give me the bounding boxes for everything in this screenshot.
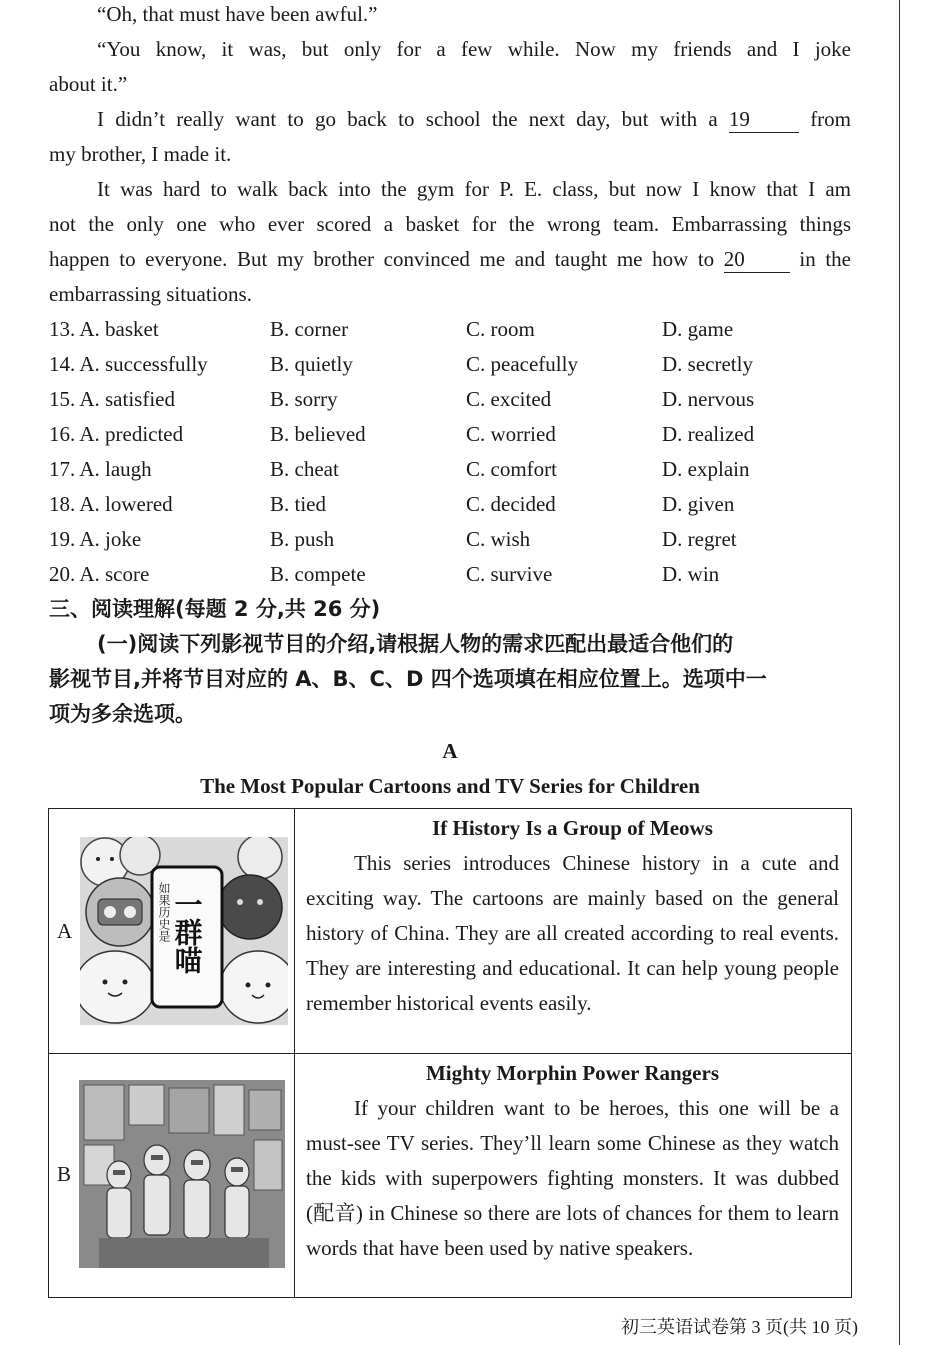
question-row [49,347,851,382]
passage-line [49,242,851,277]
program-title: If History Is a Group of Meows [432,816,713,840]
option-c[interactable]: C. wish [466,527,531,551]
question-row [49,417,851,452]
question-row [49,312,851,347]
option-c[interactable]: C. room [466,317,535,341]
passage-line: “You know, it was, but only for a few while. Now my friends and I joke [97,37,851,61]
page-footer: 初三英语试卷第 3 页(共 10 页) [621,1317,858,1337]
part-title: The Most Popular Cartoons and TV Series for Children [200,774,700,798]
option-b[interactable]: B. tied [270,492,326,516]
option-d[interactable]: D. realized [662,422,755,446]
program-description: This series introduces Chinese history in a cute and exciting way. The cartoons are mainly based on the general history of China. They are all created according to real events. They are interesting and educational. It can help young people remember historical events easily. [306,851,839,1015]
section-instructions: 影视节目,并将节目对应的 A、B、C、D 四个选项填在相应位置上。选项中一 [49,667,767,691]
option-d[interactable]: D. nervous [662,387,755,411]
option-b[interactable]: B. believed [270,422,366,446]
cartoon-cats-poster [80,837,288,1025]
passage-text: from [810,107,852,131]
passage-text: happen to everyone. But my brother convinced me and taught me how to [49,247,715,271]
option-a[interactable]: 16. A. predicted [49,422,184,446]
program-letter: B [57,1162,72,1186]
option-d[interactable]: D. given [662,492,735,516]
program-row [49,809,852,1054]
program-image-cell [49,1054,295,1298]
blank-20[interactable]: 20 [724,246,790,273]
option-a[interactable]: 20. A. score [49,562,150,586]
option-c[interactable]: C. survive [466,562,553,586]
passage-line: It was hard to walk back into the gym for P. E. class, but now I know that I am [97,177,851,201]
option-c[interactable]: C. peacefully [466,352,578,376]
passage-line: not the only one who ever scored a basket for the wrong team. Embarrassing things [49,212,851,236]
section-instructions: (一)阅读下列影视节目的介绍,请根据人物的需求匹配出最适合他们的 [97,632,734,656]
program-description: If your children want to be heroes, this one will be a must-see TV series. They’ll learn some Chinese as they watch the kids with superpowers fighting monsters. It was dubbed (配音) in Chinese so there are lots of chances for them to learn words that have been used by native speakers. [306,1096,839,1260]
option-b[interactable]: B. compete [270,562,366,586]
option-a[interactable]: 14. A. successfully [49,352,208,376]
option-b[interactable]: B. push [270,527,335,551]
section-heading: 三、阅读理解(每题 2 分,共 26 分) [49,597,381,621]
option-a[interactable]: 17. A. laugh [49,457,152,481]
question-row [49,382,851,417]
question-row [49,487,851,522]
option-d[interactable]: D. explain [662,457,750,481]
option-c[interactable]: C. decided [466,492,556,516]
question-row [49,522,851,557]
program-image-cell [49,809,295,1054]
power-rangers-photo [79,1080,285,1268]
option-a[interactable]: 19. A. joke [49,527,142,551]
power-rangers-image [79,1080,285,1268]
option-a[interactable]: 15. A. satisfied [49,387,175,411]
option-b[interactable]: B. sorry [270,387,338,411]
passage-line: “Oh, that must have been awful.” [97,2,378,26]
program-info [295,809,852,1054]
passage-line: my brother, I made it. [49,142,232,166]
program-title: Mighty Morphin Power Rangers [425,1061,719,1085]
program-row [49,1054,852,1298]
cartoon-cats-image [80,837,288,1025]
passage-line [49,102,851,137]
blank-19[interactable]: 19 [729,106,799,133]
option-d[interactable]: D. game [662,317,734,341]
section-instructions: 项为多余选项。 [49,702,196,726]
program-letter: A [57,919,73,943]
option-b[interactable]: B. quietly [270,352,353,376]
program-table [48,808,852,1298]
option-a[interactable]: 13. A. basket [49,317,159,341]
margin-line [899,0,900,1345]
program-info [295,1054,852,1298]
passage-text: in the [799,247,852,271]
option-a[interactable]: 18. A. lowered [49,492,173,516]
option-c[interactable]: C. worried [466,422,556,446]
part-label: A [442,739,458,763]
option-c[interactable]: C. comfort [466,457,557,481]
question-row [49,557,851,592]
poster-title: 一群喵 [170,890,204,974]
question-row [49,452,851,487]
option-d[interactable]: D. win [662,562,720,586]
option-d[interactable]: D. secretly [662,352,753,376]
passage-line: about it.” [49,72,128,96]
poster-subtitle: 如果历史是 [157,882,171,942]
option-b[interactable]: B. corner [270,317,349,341]
passage-line: embarrassing situations. [49,282,252,306]
option-c[interactable]: C. excited [466,387,552,411]
option-b[interactable]: B. cheat [270,457,339,481]
option-d[interactable]: D. regret [662,527,737,551]
passage-text: I didn’t really want to go back to school the next day, but with a [97,107,718,131]
